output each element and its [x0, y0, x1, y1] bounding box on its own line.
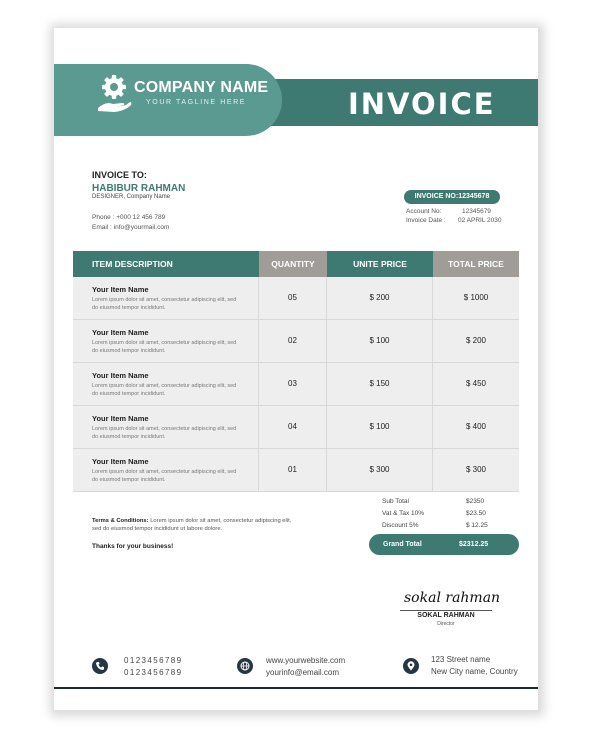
- signature-script: sokal rahman: [404, 590, 501, 606]
- item-total-price: $ 300: [465, 465, 487, 474]
- item-total-price: $ 200: [465, 336, 487, 345]
- account-value: 12345679: [462, 208, 491, 215]
- invoice-page: [54, 28, 538, 710]
- signatory-name: SOKAL RAHMAN: [417, 612, 475, 619]
- item-quantity: 04: [259, 406, 327, 448]
- invoice-number-badge: INVOICE NO:12345678: [404, 190, 500, 204]
- header-band: [254, 79, 538, 126]
- item-desc: Lorem ipsum dolor sit amet, consectetur adipiscing elit, sed do eiusmod tempor incididunt.: [92, 340, 237, 354]
- footer-website[interactable]: www.yourwebsite.com: [266, 656, 346, 665]
- terms-text: Lorem ipsum dolor sit amet, consectetur adipiscing elit, sed do eiusmod tempor incididunt ut labore dolore.: [92, 518, 292, 532]
- item-desc: Lorem ipsum dolor sit amet, consectetur adipiscing elit, sed do eiusmod tempor incididunt.: [92, 426, 237, 440]
- grand-total-label: Grand Total: [383, 541, 422, 548]
- client-email: Email : info@yourmail.com: [92, 224, 170, 231]
- item-quantity: 05: [259, 277, 327, 319]
- item-name: Your Item Name: [92, 414, 149, 423]
- terms-label: Terms & Conditions:: [92, 518, 149, 524]
- item-unit-price: $ 300: [327, 449, 433, 491]
- footer-divider: [54, 687, 538, 689]
- item-description-cell: [73, 363, 259, 405]
- signatory-title: Director: [437, 621, 455, 627]
- item-quantity: 01: [259, 449, 327, 491]
- table-row: [73, 406, 519, 449]
- item-description-cell: [73, 320, 259, 362]
- table-row: [73, 449, 519, 492]
- thanks-message: Thanks for your business!: [92, 543, 174, 550]
- footer-phone-1: 0123456789: [124, 656, 183, 665]
- phone-icon: [92, 658, 108, 674]
- item-unit-price: $ 100: [327, 320, 433, 362]
- subtotal-value: $2350: [466, 498, 485, 505]
- item-desc: Lorem ipsum dolor sit amet, consectetur adipiscing elit, sed do eiusmod tempor incididunt.: [92, 297, 237, 311]
- item-quantity: 03: [259, 363, 327, 405]
- footer-email[interactable]: yourinfo@email.com: [266, 668, 340, 677]
- header-total-price: TOTAL PRICE: [433, 251, 519, 277]
- item-name: Your Item Name: [92, 457, 149, 466]
- item-total-price: $ 1000: [463, 293, 489, 302]
- tax-value: $23.50: [466, 510, 486, 517]
- header-quantity: QUANTITY: [259, 251, 327, 277]
- client-role: DESIGNER, Company Name: [92, 194, 171, 200]
- item-desc: Lorem ipsum dolor sit amet, consectetur adipiscing elit, sed do eiusmod tempor incididunt.: [92, 383, 237, 397]
- globe-icon: [237, 658, 253, 674]
- table-row: [73, 363, 519, 406]
- item-description-cell: [73, 277, 259, 319]
- client-phone: Phone : +000 12 456 789: [92, 214, 166, 221]
- invoice-to-label: INVOICE TO:: [92, 170, 147, 180]
- item-unit-price: $ 100: [327, 406, 433, 448]
- date-value: 02 APRIL 2030: [458, 217, 502, 224]
- item-description-cell: [73, 449, 259, 491]
- company-name: COMPANY NAME: [134, 79, 269, 96]
- item-quantity: 02: [259, 320, 327, 362]
- item-name: Your Item Name: [92, 328, 149, 337]
- tax-label: Vat & Tax 10%: [382, 510, 425, 517]
- footer-address-1: 123 Street name: [431, 655, 491, 664]
- item-unit-price: $ 200: [327, 277, 433, 319]
- signature-line: [400, 610, 492, 611]
- date-label: Invoice Date :: [406, 217, 446, 224]
- subtotal-label: Sub Total: [382, 498, 409, 505]
- item-name: Your Item Name: [92, 285, 149, 294]
- item-name: Your Item Name: [92, 371, 149, 380]
- invoice-title: INVOICE: [348, 87, 496, 121]
- grand-total-value: $2312.25: [459, 541, 489, 548]
- location-pin-icon: [403, 658, 419, 674]
- item-description-cell: [73, 406, 259, 448]
- discount-value: $ 12.25: [466, 522, 488, 529]
- footer-phone-2: 0123456789: [124, 668, 183, 677]
- client-name: HABIBUR RAHMAN: [92, 183, 186, 194]
- terms-block: [92, 517, 292, 533]
- company-tagline: YOUR TAGLINE HERE: [146, 99, 247, 106]
- item-unit-price: $ 150: [327, 363, 433, 405]
- table-row: [73, 277, 519, 320]
- item-total-price: $ 450: [465, 379, 487, 388]
- item-desc: Lorem ipsum dolor sit amet, consectetur adipiscing elit, sed do eiusmod tempor incididunt.: [92, 469, 237, 483]
- grand-total-bar: [369, 534, 519, 555]
- item-total-price: $ 400: [465, 422, 487, 431]
- table-row: [73, 320, 519, 363]
- footer-address-2: New City name, Country: [431, 667, 518, 676]
- account-label: Account No:: [406, 208, 442, 215]
- header-item-description: ITEM DESCRIPTION: [73, 251, 259, 277]
- discount-label: Discount 5%: [382, 522, 419, 529]
- gear-hand-logo-icon: [96, 72, 132, 114]
- header-unit-price: UNITE PRICE: [327, 251, 433, 277]
